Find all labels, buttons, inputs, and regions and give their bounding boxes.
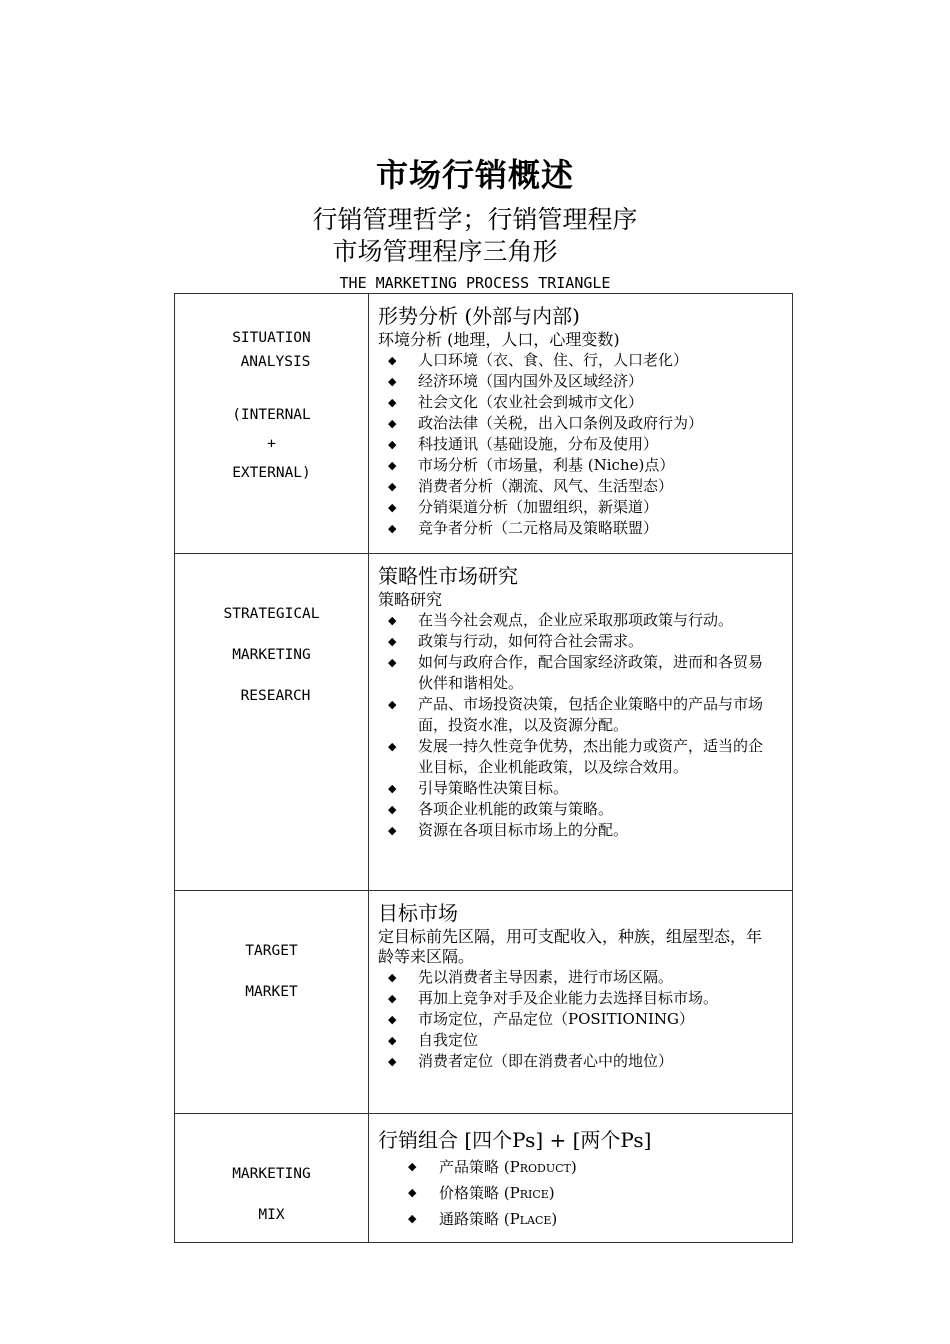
section-subheading: 定目标前先区隔，用可支配收入，种族，组屋型态，年龄等来区隔。 [378,927,763,966]
diamond-bullet-icon: ◆ [388,1055,397,1068]
diamond-bullet-icon: ◆ [388,698,397,711]
diamond-bullet-icon: ◆ [388,396,397,409]
diamond-bullet-icon: ◆ [388,375,397,388]
list-item: ◆ 引导策略性决策目标。 [388,779,569,797]
list-item: ◆ 再加上竞争对手及企业能力去选择目标市场。 [388,989,719,1007]
list-item: ◆ 通路策略 (Place) [378,1206,792,1232]
row-label-line: EXTERNAL) [232,465,311,481]
row-label-line: MARKETING [232,647,311,663]
list-item: ◆ 在当今社会观点，企业应采取那项政策与行动。 [388,611,734,629]
row-content-cell [369,554,793,891]
list-item: ◆ 消费者分析（潮流、风气、生活型态） [388,477,674,495]
diamond-bullet-icon: ◆ [388,459,397,472]
diamond-bullet-icon: ◆ [388,480,397,493]
row-content-cell [369,891,793,1114]
diamond-bullet-icon: ◆ [408,1186,417,1199]
diamond-bullet-icon: ◆ [388,522,397,535]
diamond-bullet-icon: ◆ [388,354,397,367]
list-item: ◆ 分销渠道分析（加盟组织，新渠道） [388,498,659,516]
list-item: ◆ 市场定位，产品定位（POSITIONING） [388,1010,694,1028]
section-heading: 形势分析 (外部与内部) [378,304,580,328]
section-heading: 行销组合 [四个Ps] + [两个Ps] [378,1128,652,1152]
row-label-cell [175,294,369,554]
list-item: ◆ 自我定位 [388,1031,479,1049]
diamond-bullet-icon: ◆ [388,740,397,753]
table-row [175,554,793,891]
diamond-bullet-icon: ◆ [388,992,397,1005]
diamond-bullet-icon: ◆ [388,824,397,837]
row-content-cell [369,294,793,554]
table-row [175,891,793,1114]
diamond-bullet-icon: ◆ [388,782,397,795]
section-heading: 目标市场 [378,901,458,925]
list-item: ◆ 政策与行动，如何符合社会需求。 [388,632,644,650]
list-item: ◆ 市场分析（市场量，利基 (Niche)点） [388,456,675,474]
row-label-line: RESEARCH [240,688,311,704]
list-item: ◆ 经济环境（国内国外及区域经济） [388,372,644,390]
diamond-bullet-icon: ◆ [388,501,397,514]
subtitle-philosophy: 行销管理哲学；行销管理程序 [312,205,638,234]
row-label-line: (INTERNAL [232,407,311,423]
list-item: ◆ 竞争者分析（二元格局及策略联盟） [388,519,659,537]
table-row [175,1114,793,1243]
list-item: ◆ 产品、市场投资决策，包括企业策略中的产品与市场面，投资水准，以及资源分配。 [388,695,764,734]
diamond-bullet-icon: ◆ [388,656,397,669]
row-label-line: MIX [258,1207,285,1223]
diamond-bullet-icon: ◆ [388,803,397,816]
list-item: ◆ 价格策略 (Price) [378,1180,792,1206]
diamond-bullet-icon: ◆ [388,1034,397,1047]
list-item: ◆ 政治法律（关税，出入口条例及政府行为） [388,414,704,432]
list-item: ◆ 资源在各项目标市场上的分配。 [388,821,629,839]
list-item: ◆ 发展一持久性竞争优势，杰出能力或资产，适当的企业目标，企业机能政策，以及综合效用。 [388,737,764,776]
diamond-bullet-icon: ◆ [388,438,397,451]
diamond-bullet-icon: ◆ [388,971,397,984]
row-label-line: MARKET [245,984,298,1000]
page-title: 市场行销概述 [375,156,574,194]
bullet-list [378,967,792,1072]
row-label-cell [175,554,369,891]
table-row [175,294,793,554]
list-item: ◆ 人口环境（衣、食、住、行，人口老化） [388,351,689,369]
list-item: ◆ 如何与政府合作，配合国家经济政策，进而和各贸易伙伴和谐相处。 [388,653,764,692]
row-label-cell [175,1114,369,1243]
diamond-bullet-icon: ◆ [388,635,397,648]
row-content-cell [369,1114,793,1243]
table-caption: THE MARKETING PROCESS TRIANGLE [339,274,611,292]
bullet-list [378,350,792,539]
list-item: ◆ 产品策略 (Product) [378,1154,792,1180]
diamond-bullet-icon: ◆ [388,417,397,430]
diamond-bullet-icon: ◆ [388,614,397,627]
row-label-line: SITUATION [232,330,311,346]
section-heading: 策略性市场研究 [378,564,518,588]
list-item: ◆ 消费者定位（即在消费者心中的地位） [388,1052,674,1070]
list-item: ◆ 各项企业机能的政策与策略。 [388,800,614,818]
row-label-line: MARKETING [232,1166,311,1182]
row-label-line: TARGET [245,943,298,959]
row-label-cell [175,891,369,1114]
marketing-process-table [174,293,793,1243]
list-item: ◆ 科技通讯（基础设施，分布及使用） [388,435,659,453]
list-item: ◆ 先以消费者主导因素，进行市场区隔。 [388,968,674,986]
row-label-line: STRATEGICAL [223,606,320,622]
row-label-line: + [267,436,276,452]
subtitle-triangle: 市场管理程序三角形 [332,237,558,266]
bullet-list [378,1154,792,1232]
list-item: ◆ 社会文化（农业社会到城市文化） [388,393,644,411]
row-label-line: ANALYSIS [240,354,311,370]
diamond-bullet-icon: ◆ [388,1013,397,1026]
diamond-bullet-icon: ◆ [408,1212,417,1225]
section-subheading: 策略研究 [378,590,443,609]
diamond-bullet-icon: ◆ [408,1160,417,1173]
section-subheading: 环境分析 (地理，人口，心理变数) [378,330,620,349]
bullet-list [378,610,792,841]
